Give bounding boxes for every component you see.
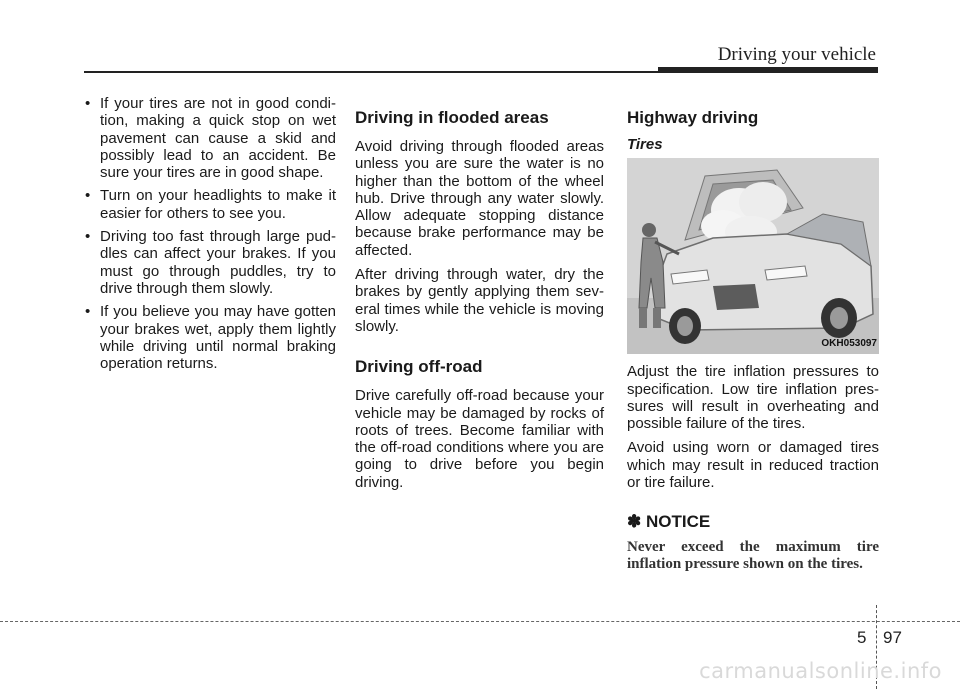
notice-text: Never exceed the maximum tire inflation pressure shown on the tires. bbox=[627, 538, 879, 572]
page-header-title: Driving your vehicle bbox=[717, 44, 876, 65]
paragraph: Avoid driving through flooded areas unless you are sure the water is no higher than the bottom of the wheel hub. Drive through any water slowly. Allow adequate stopping distance because brake performance may be affected. bbox=[355, 138, 604, 259]
notice-heading bbox=[627, 513, 879, 530]
safety-bullet-list bbox=[84, 95, 336, 372]
subheading-tires: Tires bbox=[627, 136, 663, 153]
paragraph: Avoid using worn or damaged tires which may result in reduced traction or tire failure. bbox=[627, 439, 879, 492]
section-heading-flooded: Driving in flooded areas bbox=[355, 108, 549, 127]
section-heading-offroad: Driving off-road bbox=[355, 357, 483, 377]
bullet-item: • Turn on your headlights to make it easier for others to see you. bbox=[84, 187, 336, 222]
bullet-item: • Driving too fast through large pud-dles can affect your brakes. If you must go through puddles, try to drive through them slowly. bbox=[84, 228, 336, 297]
header-rule-thin bbox=[84, 71, 658, 73]
figure-code: OKH053097 bbox=[821, 338, 877, 349]
page-number: 97 bbox=[883, 628, 902, 647]
column-1 bbox=[84, 95, 336, 378]
car-engine-illustration bbox=[627, 158, 879, 354]
paragraph: Drive carefully off-road because your vehicle may be damaged by rocks of roots of trees. Become familiar with the off-road conditions where you are going to drive before you begin driving. bbox=[355, 387, 604, 491]
watermark: carmanualsonline.info bbox=[699, 659, 942, 683]
notice-star-icon: ✽ bbox=[627, 512, 642, 532]
header-rule-thick bbox=[658, 67, 878, 73]
bullet-item: • If your tires are not in good condi-tion, making a quick stop on wet pavement can cause a skid and possibly lead to an accident. Be sure your tires are in good shape. bbox=[84, 95, 336, 181]
car-illustration-figure bbox=[627, 158, 879, 354]
notice-title: NOTICE bbox=[645, 512, 711, 532]
paragraph: After driving through water, dry the brakes by gently applying them sev-eral times while the vehicle is moving slowly. bbox=[355, 266, 604, 335]
column-2 bbox=[355, 95, 604, 498]
footer-rule bbox=[0, 621, 960, 622]
paragraph: Adjust the tire inflation pressures to specification. Low tire inflation pres-sures will result in overheating and possible failure of the tires. bbox=[627, 363, 879, 433]
bullet-item: • If you believe you may have gotten your brakes wet, apply them lightly while driving until normal braking operation returns. bbox=[84, 303, 336, 372]
section-heading-highway: Highway driving bbox=[627, 108, 759, 127]
column-3 bbox=[627, 95, 879, 573]
chapter-number: 5 bbox=[857, 628, 867, 647]
